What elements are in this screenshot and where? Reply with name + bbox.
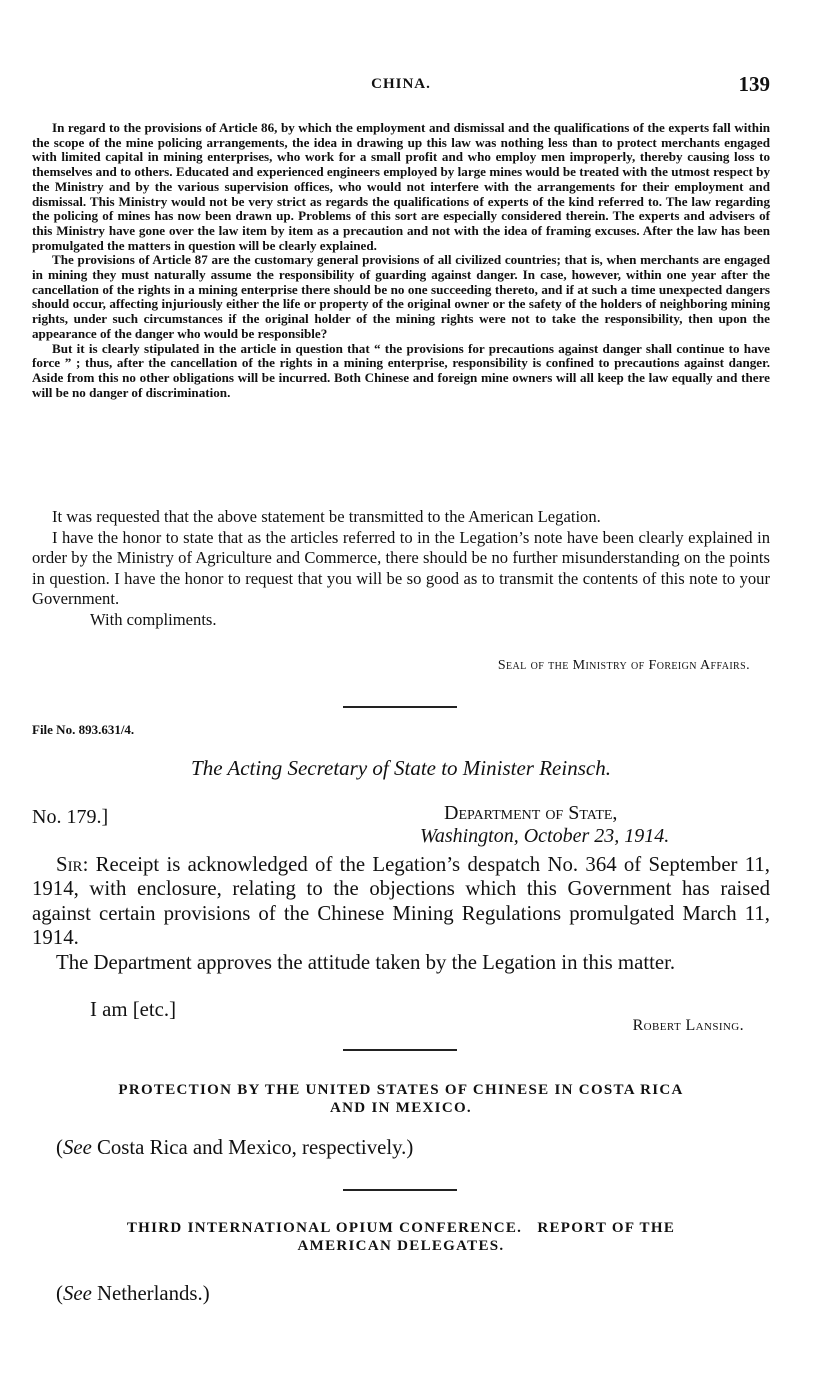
letter-number: No. 179.]: [32, 806, 109, 828]
letter-dateline: [420, 802, 750, 848]
cross-reference: (See Netherlands.): [56, 1282, 210, 1305]
section-heading-line: AMERICAN DELEGATES.: [297, 1238, 505, 1254]
signer-name: Robert Lansing.: [632, 1017, 744, 1034]
ministry-seal: Seal of the Ministry of Foreign Affairs.: [497, 658, 750, 673]
see-word: See: [62, 1282, 92, 1305]
note-closing: With compliments.: [90, 609, 217, 629]
note-paragraph: I have the honor to state that as the articles referred to in the Legation’s note have been clearly explained in order by the Ministry of Agriculture and Commerce, there should be no further misunderstanding on the points in question. I have the honor to request that you will be so good as to transmit the contents of this note to your Government.: [32, 527, 770, 608]
letter-closing: I am [etc.]: [90, 998, 177, 1021]
page-number: 139: [738, 72, 770, 96]
salutation: Sir: [56, 853, 83, 876]
note-body: [32, 507, 770, 630]
document-page: [32, 0, 770, 1379]
cross-reference-text: Netherlands.): [91, 1282, 210, 1305]
running-title: CHINA.: [371, 76, 431, 92]
section-heading-line: PROTECTION BY THE UNITED STATES OF CHINESE IN COSTA RICA: [118, 1082, 684, 1098]
enclosure-text: [32, 121, 770, 400]
section-heading-line: THIRD INTERNATIONAL OPIUM CONFERENCE. REPORT OF THE: [126, 1220, 676, 1236]
place-date: Washington, October 23, 1914.: [420, 825, 670, 847]
letter-paragraph: The Department approves the attitude taken by the Legation in this matter.: [56, 950, 676, 974]
note-paragraph: It was requested that the above statement be transmitted to the American Legation.: [52, 507, 601, 526]
file-number: File No. 893.631/4.: [32, 722, 135, 737]
enclosure-paragraph: The provisions of Article 87 are the customary general provisions of all civilized countries; that is, when merchants are engaged in mining they must naturally assume the responsibility of guarding against danger. In case, however, within one year after the cancellation of the rights in a mining enterprise there should be no one succeeding thereto, and if at such a time unexpected dangers should occur, affecting injuriously either the life or property of the original owner or the safety of the holders of neighboring mining rights, under such circumstances if the original holder of the mining rights were not to take the responsibility, then upon the appearance of the danger who would be responsible?: [32, 252, 770, 341]
enclosure-paragraph: In regard to the provisions of Article 86, by which the employment and dismissal and the qualifications of the experts fall within the scope of the mine policing arrangements, the idea in drawing up this law was nothing less than to protect merchants engaged with limited capital in mining enterprises, who work for a small profit and who employ men improperly, thereby causing loss to themselves and to others. Educated and experienced engineers employed by large mines would be treated with the utmost respect by the Ministry and by the various supervision offices, who would not interfere with the arrangements for their employment and dismissal. This Ministry would not be very strict as regards the qualifications of experts of the kind referred to. The law regarding the policing of mines has now been drawn up. Problems of this sort are especially considered therein. The experts and advisers of this Ministry have gone over the law item by item as a precaution and not with the idea of framing excuses. After the law has been promulgated the matters in question will be clearly explained.: [32, 120, 770, 253]
cross-reference-text: Costa Rica and Mexico, respectively.): [91, 1136, 414, 1159]
section-heading: [32, 1081, 770, 1117]
letter-title: The Acting Secretary of State to Minister Reinsch.: [191, 756, 611, 780]
section-divider: [343, 706, 457, 708]
letter-paragraph: [32, 853, 770, 951]
cross-reference: (See Costa Rica and Mexico, respectively.): [56, 1136, 414, 1159]
letter-paragraph-text: : Receipt is acknowledged of the Legation’s despatch No. 364 of September 11, 1914, with enclosure, relating to the objections which this Government has raised against certain provisions of the Chinese Mining Regulations promulgated March 11, 1914.: [32, 853, 770, 950]
letter-body: [32, 853, 770, 975]
see-word: See: [62, 1136, 92, 1159]
section-heading-line: AND IN MEXICO.: [330, 1100, 472, 1116]
page-header: [32, 72, 770, 100]
section-heading: [32, 1219, 770, 1255]
section-divider: [343, 1189, 457, 1191]
section-divider: [343, 1049, 457, 1051]
enclosure-paragraph: But it is clearly stipulated in the article in question that “ the provisions for precautions against danger shall continue to have force ” ; thus, after the cancellation of the rights in a mining enterprise, responsibility is confined to precautions against danger. Aside from this no other obligations will be incurred. Both Chinese and foreign mine owners will all keep the law equally and there will be no danger of discrimination.: [32, 340, 770, 400]
department-name: Department of State,: [444, 802, 618, 824]
